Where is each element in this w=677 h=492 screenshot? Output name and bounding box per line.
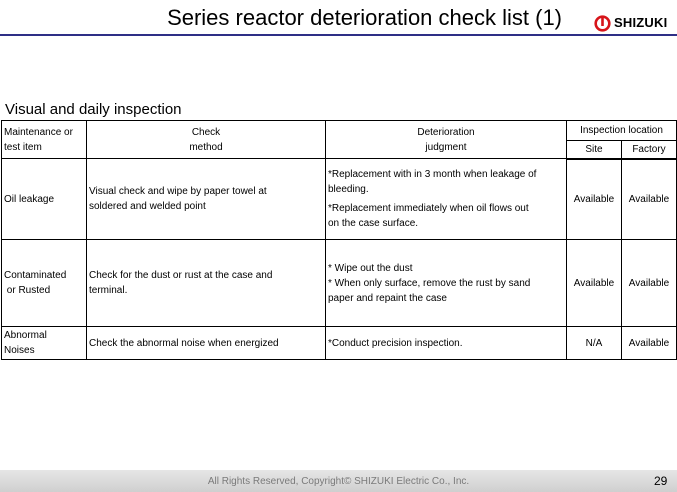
header-inspection-location: Inspection location [567,121,677,141]
row-judgment: * Wipe out the dust * When only surface, remove the rust by sand paper and repaint the case [326,240,567,327]
page-title: Series reactor deterioration check list (1) [167,5,562,30]
header-site: Site [567,141,622,159]
page-number: 29 [654,474,668,488]
row-method: Check for the dust or rust at the case and terminal. [87,240,326,327]
row-item: Oil leakage [2,159,87,240]
table-row [2,327,677,360]
row-method: Visual check and wipe by paper towel at soldered and welded point [87,159,326,240]
row-factory: Available [622,327,677,360]
row-site: Available [567,159,622,240]
header-method: Check method [87,121,326,159]
row-site: Available [567,240,622,327]
table-row [2,240,677,327]
check-list-table [1,120,677,360]
copyright-notice: All Rights Reserved, Copyright© SHIZUKI Electric Co., Inc. [207,476,470,487]
title-divider [0,34,677,36]
row-factory: Available [622,240,677,327]
row-judgment: *Replacement with in 3 month when leakage of bleeding. *Replacement immediately when oil flows out on the case surface. [326,159,567,240]
header-factory: Factory [622,141,677,159]
header-item: Maintenance or test item [2,121,87,159]
row-factory: Available [622,159,677,240]
row-judgment: *Conduct precision inspection. [326,327,567,360]
company-logo [594,13,667,33]
section-title: Visual and daily inspection [5,101,182,118]
table-row [2,159,677,240]
row-item: Abnormal Noises [2,327,87,360]
row-site: N/A [567,327,622,360]
shizuki-logo-icon [594,15,611,32]
row-item: Contaminated or Rusted [2,240,87,327]
row-method: Check the abnormal noise when energized [87,327,326,360]
logo-wordmark: SHIZUKI [614,15,668,30]
header-judgment: Deterioration judgment [326,121,567,159]
